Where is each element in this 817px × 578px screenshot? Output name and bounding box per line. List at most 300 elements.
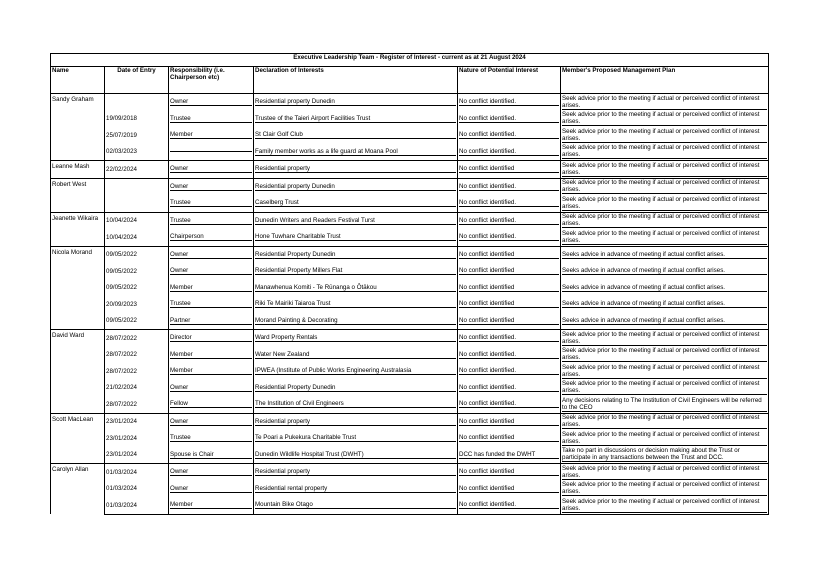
management-plan-wrap (562, 347, 767, 364)
entry-date-cell (105, 296, 169, 313)
entry-date-cell (105, 280, 169, 297)
col-header-responsibility: Responsibility (i.e. Chairperson etc) (169, 67, 254, 94)
declaration-wrap (255, 247, 456, 264)
responsibility-wrap (170, 363, 252, 380)
col-header-nature: Nature of Potential Interest (458, 67, 561, 94)
person-name (51, 464, 105, 515)
responsibility: Member (170, 131, 252, 139)
declaration: Residential Property Millers Flat (255, 267, 456, 275)
declaration-cell (254, 144, 458, 161)
potential-interest: No conflict identified (459, 251, 559, 259)
potential-interest-cell (458, 263, 561, 280)
management-plan: Seeks advice in advance of meeting if actual conflict arises. (562, 317, 767, 325)
table-row (51, 380, 769, 397)
table-row (51, 229, 769, 246)
table-row (51, 144, 769, 161)
responsibility: Trustee (170, 300, 252, 308)
responsibility-wrap (170, 263, 252, 280)
entry-date: 23/01/2024 (106, 434, 137, 442)
table-row (51, 127, 769, 144)
entry-date-cell (105, 330, 169, 347)
responsibility: Trustee (170, 199, 252, 207)
management-plan-cell (561, 195, 769, 212)
responsibility-cell (169, 396, 254, 413)
potential-interest: No conflict identified. (459, 131, 559, 139)
declaration-wrap (255, 213, 456, 230)
declaration-wrap (255, 481, 456, 498)
potential-interest: No conflict identified. (459, 384, 559, 392)
entry-date: 09/05/2022 (106, 251, 137, 259)
declaration-wrap (255, 280, 456, 297)
management-plan-cell (561, 229, 769, 246)
declaration-cell (254, 380, 458, 397)
entry-date: 23/01/2024 (106, 418, 137, 426)
responsibility-wrap (170, 330, 252, 347)
declaration-cell (254, 396, 458, 413)
entry-date-wrap (106, 330, 167, 347)
management-plan: Seek advice prior to the meeting if actual or perceived conflict of interest arises. (562, 481, 767, 496)
responsibility: Partner (170, 317, 252, 325)
management-plan-cell (561, 481, 769, 498)
responsibility-wrap (170, 313, 252, 330)
entry-date-cell (105, 263, 169, 280)
potential-interest: No conflict identified. (459, 115, 559, 123)
responsibility: Trustee (170, 434, 252, 442)
entry-date-wrap (106, 430, 167, 447)
responsibility-wrap (170, 296, 252, 313)
entry-date: 25/07/2019 (106, 131, 137, 139)
management-plan: Seek advice prior to the meeting if actual or perceived conflict of interest arises. (562, 498, 767, 513)
potential-interest-wrap (459, 161, 559, 178)
person-name-text: Leanne Mash (52, 163, 90, 170)
potential-interest-cell (458, 330, 561, 347)
entry-date-wrap (106, 414, 167, 431)
entry-date-cell (105, 161, 169, 179)
management-plan-cell (561, 447, 769, 464)
entry-date-cell (105, 144, 169, 161)
potential-interest: No conflict identified (459, 468, 559, 476)
declaration-cell (254, 464, 458, 481)
potential-interest-wrap (459, 263, 559, 280)
potential-interest-cell (458, 413, 561, 430)
management-plan: Seeks advice in advance of meeting if actual conflict arises. (562, 284, 767, 292)
responsibility: Owner (170, 384, 252, 392)
potential-interest-wrap (459, 195, 559, 212)
management-plan-wrap (562, 447, 767, 464)
entry-date-wrap (106, 280, 167, 297)
management-plan-wrap (562, 296, 767, 313)
declaration: Residential property Dunedin (255, 98, 456, 106)
management-plan-cell (561, 396, 769, 413)
register-title: Executive Leadership Team - Register of Interest - current as at 21 August 2024 (51, 54, 769, 67)
declaration-wrap (255, 447, 456, 464)
entry-date-cell (105, 127, 169, 144)
management-plan-wrap (562, 430, 767, 447)
potential-interest-cell (458, 127, 561, 144)
declaration-wrap (255, 179, 456, 196)
responsibility-wrap (170, 380, 252, 397)
responsibility: Member (170, 501, 252, 509)
declaration-wrap (255, 414, 456, 431)
entry-date-wrap (106, 481, 167, 498)
potential-interest-wrap (459, 464, 559, 481)
responsibility-cell (169, 464, 254, 481)
responsibility-cell (169, 144, 254, 161)
entry-date: 01/03/2024 (106, 501, 137, 509)
potential-interest-cell (458, 296, 561, 313)
table-row (51, 178, 769, 195)
responsibility-cell (169, 313, 254, 330)
potential-interest-wrap (459, 213, 559, 230)
management-plan-cell (561, 161, 769, 179)
declaration-cell (254, 313, 458, 330)
entry-date-wrap (106, 380, 167, 397)
management-plan: Seek advice prior to the meeting if actual or perceived conflict of interest arises. (562, 196, 767, 211)
table-row (51, 413, 769, 430)
declaration-wrap (255, 464, 456, 481)
declaration: Residential Property Dunedin (255, 384, 456, 392)
table-row (51, 313, 769, 330)
entry-date-cell (105, 94, 169, 111)
declaration-wrap (255, 430, 456, 447)
responsibility-cell (169, 229, 254, 246)
entry-date-cell (105, 380, 169, 397)
potential-interest: No conflict identified (459, 434, 559, 442)
responsibility: Trustee (170, 115, 252, 123)
management-plan: Seeks advice in advance of meeting if actual conflict arises. (562, 300, 767, 308)
responsibility: Owner (170, 165, 252, 173)
management-plan-wrap (562, 213, 767, 230)
responsibility-wrap (170, 481, 252, 498)
declaration: Family member works as a life guard at Moana Pool (255, 148, 456, 156)
table-row (51, 111, 769, 128)
management-plan-cell (561, 111, 769, 128)
potential-interest: No conflict identified (459, 165, 559, 173)
col-header-declaration: Declaration of Interests (254, 67, 458, 94)
person-name-text: Sandy Graham (52, 96, 94, 103)
person-name-text: Robert West (52, 180, 87, 188)
entry-date: 09/05/2022 (106, 284, 137, 292)
table-row (51, 481, 769, 498)
declaration-wrap (255, 330, 456, 347)
entry-date: 28/07/2022 (106, 367, 137, 375)
entry-date: 10/04/2024 (106, 217, 137, 225)
management-plan-cell (561, 246, 769, 263)
register-body (51, 94, 769, 515)
responsibility-wrap (170, 247, 252, 264)
entry-date: 09/05/2022 (106, 317, 137, 325)
declaration-wrap (255, 111, 456, 128)
entry-date: 22/02/2024 (106, 165, 137, 173)
entry-date-cell (105, 430, 169, 447)
potential-interest-cell (458, 111, 561, 128)
management-plan: Seek advice prior to the meeting if actual or perceived conflict of interest arises. (562, 431, 767, 446)
responsibility: Member (170, 284, 252, 292)
entry-date: 09/05/2022 (106, 267, 137, 275)
person-name (51, 246, 105, 330)
declaration: Residential property (255, 418, 456, 426)
management-plan-wrap (562, 127, 767, 144)
responsibility-cell (169, 127, 254, 144)
responsibility-cell (169, 430, 254, 447)
declaration: Hone Tuwhare Charitable Trust (255, 233, 456, 241)
potential-interest-cell (458, 347, 561, 364)
responsibility-wrap (170, 414, 252, 431)
management-plan-cell (561, 430, 769, 447)
responsibility-cell (169, 280, 254, 297)
potential-interest-wrap (459, 229, 559, 246)
declaration: Trustee of the Taieri Airport Facilities Trust (255, 115, 456, 123)
declaration: Dunedin Writers and Readers Festival Turst (255, 217, 456, 225)
responsibility-cell (169, 195, 254, 212)
potential-interest: No conflict identified (459, 284, 559, 292)
responsibility-cell (169, 263, 254, 280)
responsibility-wrap (170, 179, 252, 196)
responsibility-cell (169, 447, 254, 464)
potential-interest: No conflict identified. (459, 199, 559, 207)
responsibility-wrap (170, 280, 252, 297)
person-name (51, 212, 105, 246)
management-plan-wrap (562, 464, 767, 481)
entry-date: 01/03/2024 (106, 485, 137, 493)
declaration-cell (254, 94, 458, 111)
potential-interest-wrap (459, 380, 559, 397)
responsibility-wrap (170, 144, 252, 161)
responsibility: Owner (170, 468, 252, 476)
entry-date-cell (105, 464, 169, 481)
potential-interest-wrap (459, 313, 559, 330)
potential-interest-wrap (459, 497, 559, 514)
entry-date-wrap (106, 144, 167, 161)
responsibility-cell (169, 178, 254, 195)
entry-date-wrap (106, 213, 167, 230)
management-plan-cell (561, 144, 769, 161)
responsibility-cell (169, 380, 254, 397)
entry-date-wrap (106, 94, 167, 111)
potential-interest-wrap (459, 330, 559, 347)
declaration-cell (254, 178, 458, 195)
entry-date-cell (105, 313, 169, 330)
management-plan-wrap (562, 280, 767, 297)
person-name-text: Scott MacLean (52, 415, 94, 423)
table-row (51, 430, 769, 447)
potential-interest-wrap (459, 144, 559, 161)
person-name (51, 178, 105, 212)
responsibility-wrap (170, 195, 252, 212)
responsibility-cell (169, 94, 254, 111)
responsibility-cell (169, 246, 254, 263)
management-plan-cell (561, 212, 769, 229)
management-plan-wrap (562, 161, 767, 178)
responsibility-wrap (170, 127, 252, 144)
potential-interest-wrap (459, 296, 559, 313)
responsibility-cell (169, 330, 254, 347)
person-name-text: Carolyn Allan (52, 466, 89, 473)
responsibility-cell (169, 497, 254, 514)
potential-interest-cell (458, 380, 561, 397)
potential-interest-cell (458, 363, 561, 380)
entry-date-wrap (106, 247, 167, 264)
responsibility-wrap (170, 464, 252, 481)
entry-date-wrap (106, 464, 167, 481)
responsibility-cell (169, 212, 254, 229)
responsibility-wrap (170, 111, 252, 128)
entry-date-cell (105, 246, 169, 263)
management-plan: Seek advice prior to the meeting if actual or perceived conflict of interest arises. (562, 162, 767, 177)
management-plan: Seek advice prior to the meeting if actual or perceived conflict of interest arises. (562, 465, 767, 480)
declaration-cell (254, 280, 458, 297)
entry-date-cell (105, 413, 169, 430)
entry-date: 21/02/2024 (106, 384, 137, 392)
management-plan: Take no part in discussions or decision making about the Trust or participate in any transactions between the Trust and DCC. (562, 447, 767, 462)
management-plan-cell (561, 178, 769, 195)
potential-interest-cell (458, 195, 561, 212)
management-plan-wrap (562, 497, 767, 514)
declaration-wrap (255, 347, 456, 364)
table-row (51, 330, 769, 347)
potential-interest-cell (458, 229, 561, 246)
declaration: Residential property (255, 468, 456, 476)
entry-date: 28/07/2022 (106, 351, 137, 359)
potential-interest: No conflict identified. (459, 334, 559, 342)
potential-interest: No conflict identified. (459, 233, 559, 241)
responsibility (170, 151, 252, 152)
potential-interest: No conflict identified (459, 418, 559, 426)
management-plan: Seek advice prior to the meeting if actual or perceived conflict of interest arises. (562, 213, 767, 228)
potential-interest-cell (458, 396, 561, 413)
management-plan-cell (561, 363, 769, 380)
declaration-cell (254, 447, 458, 464)
management-plan-wrap (562, 380, 767, 397)
management-plan-wrap (562, 396, 767, 413)
responsibility: Owner (170, 267, 252, 275)
management-plan: Seek advice prior to the meeting if actual or perceived conflict of interest arises. (562, 95, 767, 110)
declaration: Manawhenua Komiti - Te Rūnanga o Ōtākou (255, 284, 456, 292)
person-name-text: Nicola Morand (52, 248, 92, 256)
responsibility-wrap (170, 229, 252, 246)
potential-interest-wrap (459, 363, 559, 380)
declaration: St Clair Golf Club (255, 131, 456, 139)
declaration-cell (254, 127, 458, 144)
management-plan-wrap (562, 263, 767, 280)
declaration: Riki Te Mairiki Taiaroa Trust (255, 300, 456, 308)
entry-date-wrap (106, 229, 167, 246)
declaration-wrap (255, 161, 456, 178)
management-plan-cell (561, 313, 769, 330)
management-plan-cell (561, 94, 769, 111)
management-plan: Seek advice prior to the meeting if actual or perceived conflict of interest arises. (562, 230, 767, 245)
responsibility-cell (169, 161, 254, 179)
person-name (51, 161, 105, 179)
potential-interest: No conflict identified. (459, 98, 559, 106)
entry-date: 28/07/2022 (106, 400, 137, 408)
potential-interest: No conflict identified (459, 317, 559, 325)
table-row (51, 396, 769, 413)
management-plan-cell (561, 296, 769, 313)
management-plan-wrap (562, 414, 767, 431)
potential-interest-cell (458, 464, 561, 481)
entry-date-wrap (106, 179, 167, 196)
potential-interest: No conflict identified (459, 267, 559, 275)
entry-date: 10/04/2024 (106, 233, 137, 241)
declaration-cell (254, 111, 458, 128)
responsibility-cell (169, 413, 254, 430)
responsibility-cell (169, 363, 254, 380)
management-plan-cell (561, 380, 769, 397)
entry-date-cell (105, 447, 169, 464)
management-plan-wrap (562, 229, 767, 246)
entry-date: 02/03/2023 (106, 148, 137, 156)
responsibility-wrap (170, 497, 252, 514)
potential-interest-wrap (459, 280, 559, 297)
management-plan-wrap (562, 144, 767, 161)
management-plan: Seek advice prior to the meeting if actual or perceived conflict of interest arises. (562, 331, 767, 346)
declaration: IPWEA (Institute of Public Works Engineering Australasia (255, 367, 456, 375)
declaration-cell (254, 229, 458, 246)
declaration-wrap (255, 144, 456, 161)
potential-interest: No conflict identified. (459, 400, 559, 408)
responsibility-wrap (170, 447, 252, 464)
entry-date-cell (105, 212, 169, 229)
declaration-cell (254, 497, 458, 514)
potential-interest-wrap (459, 111, 559, 128)
potential-interest-wrap (459, 414, 559, 431)
management-plan-wrap (562, 195, 767, 212)
management-plan: Any decisions relating to The Institution of Civil Engineers will be referred to the CEO (562, 397, 767, 412)
management-plan-cell (561, 263, 769, 280)
entry-date-wrap (106, 447, 167, 464)
responsibility-cell (169, 111, 254, 128)
register-sheet (50, 53, 769, 515)
entry-date: 01/03/2024 (106, 468, 137, 476)
entry-date: 23/01/2024 (106, 451, 137, 459)
management-plan-cell (561, 127, 769, 144)
entry-date-wrap (106, 363, 167, 380)
potential-interest: No conflict identified. (459, 367, 559, 375)
person-name (51, 94, 105, 161)
responsibility-cell (169, 296, 254, 313)
management-plan-wrap (562, 247, 767, 264)
declaration-wrap (255, 296, 456, 313)
potential-interest-cell (458, 144, 561, 161)
table-row (51, 296, 769, 313)
responsibility: Member (170, 367, 252, 375)
management-plan-wrap (562, 111, 767, 128)
declaration-wrap (255, 497, 456, 514)
management-plan: Seek advice prior to the meeting if actual or perceived conflict of interest arises. (562, 414, 767, 429)
potential-interest-cell (458, 313, 561, 330)
potential-interest-cell (458, 178, 561, 195)
declaration: Te Poari a Pukekura Charitable Trust (255, 434, 456, 442)
potential-interest-cell (458, 430, 561, 447)
management-plan: Seek advice prior to the meeting if actual or perceived conflict of interest arises. (562, 144, 767, 159)
potential-interest: No conflict identified. (459, 148, 559, 156)
entry-date-wrap (106, 296, 167, 313)
table-row (51, 246, 769, 263)
management-plan-wrap (562, 179, 767, 196)
responsibility: Spouse is Chair (170, 451, 252, 459)
management-plan: Seek advice prior to the meeting if actual or perceived conflict of interest arises. (562, 111, 767, 126)
declaration-wrap (255, 229, 456, 246)
entry-date-cell (105, 195, 169, 212)
management-plan: Seek advice prior to the meeting if actual or perceived conflict of interest arises. (562, 347, 767, 362)
declaration-wrap (255, 127, 456, 144)
table-row (51, 347, 769, 364)
declaration-cell (254, 263, 458, 280)
declaration: Caselberg Trust (255, 199, 456, 207)
entry-date-wrap (106, 127, 167, 144)
table-row (51, 212, 769, 229)
